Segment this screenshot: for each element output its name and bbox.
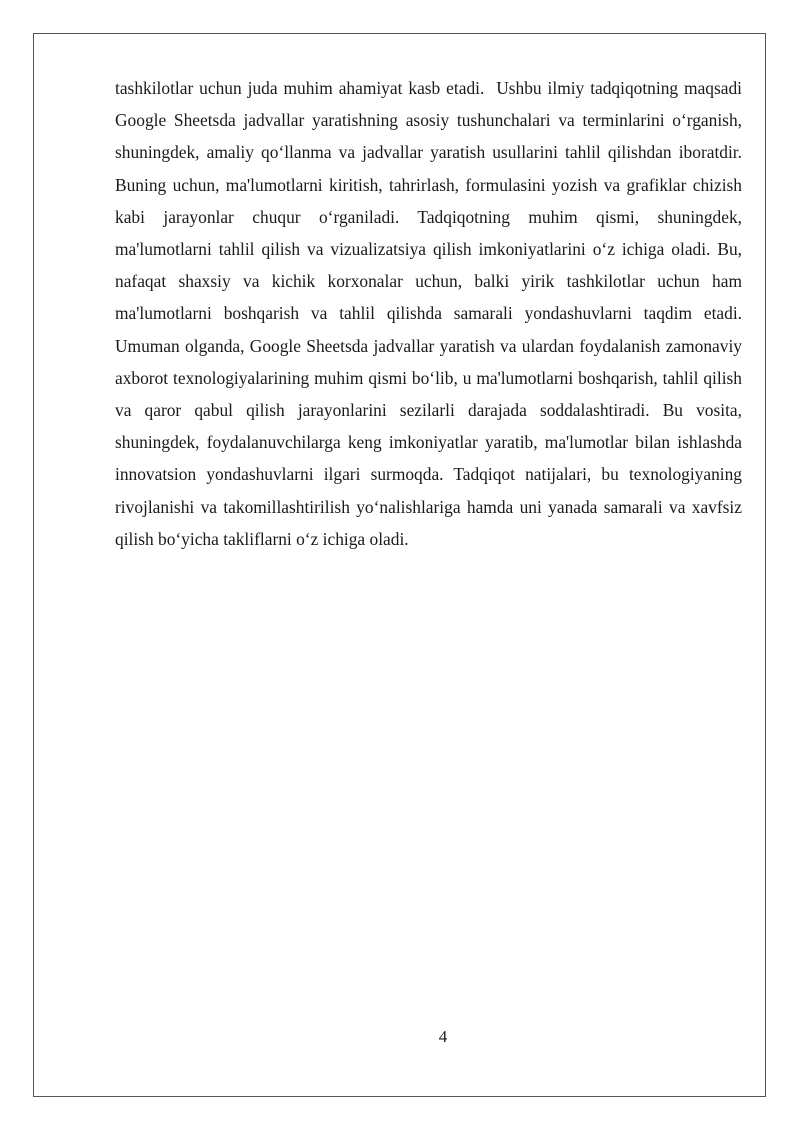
body-paragraph: tashkilotlar uchun juda muhim ahamiyat kasb etadi. Ushbu ilmiy tadqiqotning maqsadi Google Sheetsda jadvallar yaratishning asosiy tushunchalari va terminlarini o‘rganish, shuningdek, amaliy qo‘llanma va jadvallar yaratish usullarini tahlil qilishdan iboratdir. Buning uchun, ma'lumotlarni kiritish, tahrirlash, formulasini yozish va grafiklar chizish kabi jarayonlar chuqur o‘rganiladi. Tadqiqotning muhim qismi, shuningdek, ma'lumotlarni tahlil qilish va vizualizatsiya qilish imkoniyatlarini o‘z ichiga oladi. Bu, nafaqat shaxsiy va kichik korxonalar uchun, balki yirik tashkilotlar uchun ham ma'lumotlarni boshqarish va tahlil qilishda samarali yondashuvlarni taqdim etadi. Umuman olganda, Google Sheetsda jadvallar yaratish va ulardan foydalanish zamonaviy axborot texnologiyalarining muhim qismi bo‘lib, u ma'lumotlarni boshqarish, tahlil qilish va qaror qabul qilish jarayonlarini sezilarli darajada soddalashtiradi. Bu vosita, shuningdek, foydalanuvchilarga keng imkoniyatlar yaratib, ma'lumotlar bilan ishlashda innovatsion yondashuvlarni ilgari surmoqda. Tadqiqot natijalari, bu texnologiyaning rivojlanishi va takomillashtirilish yo‘nalishlariga hamda uni yanada samarali va xavfsiz qilish bo‘yicha takliflarni o‘z ichiga oladi. [115, 78, 760, 549]
page-number: 4 [438, 1027, 448, 1046]
